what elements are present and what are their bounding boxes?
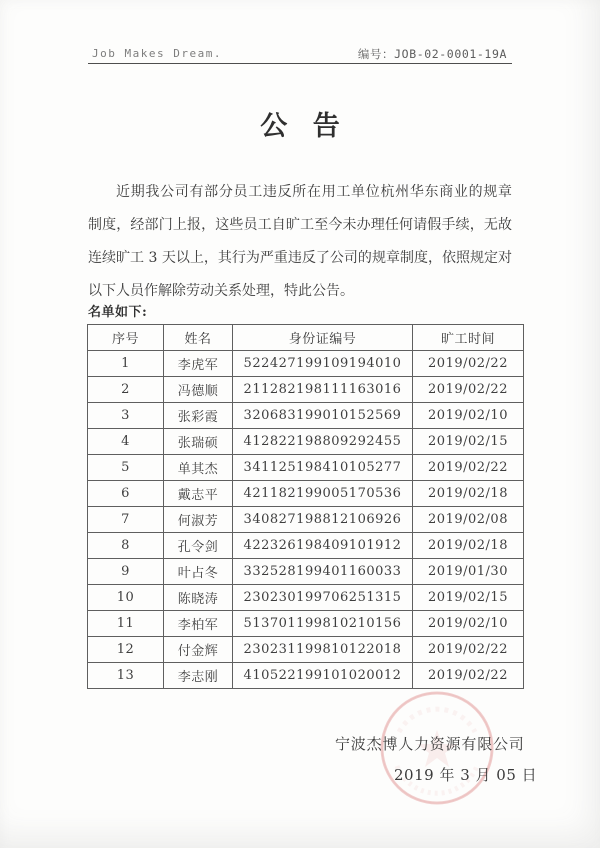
table-row xyxy=(88,351,524,377)
table-cell: 9 xyxy=(88,559,164,585)
body-line: 近期我公司有部分员工违反所在用工单位杭州华东商业的规章 xyxy=(116,184,512,200)
document-number: 编号：JOB-02-0001-19A xyxy=(357,47,507,61)
page-title: 公 告 xyxy=(260,111,348,142)
table-cell: 叶占冬 xyxy=(164,559,233,585)
table-cell: 320683199010152569 xyxy=(233,403,413,429)
dismissal-roster-table xyxy=(87,324,524,689)
signature-company: 宁波杰博人力资源有限公司 xyxy=(335,735,525,753)
column-header-id-number: 身份证编号 xyxy=(233,325,413,351)
table-cell: 7 xyxy=(88,507,164,533)
table-cell: 张瑞硕 xyxy=(164,429,233,455)
table-cell: 8 xyxy=(88,533,164,559)
table-cell: 2019/01/30 xyxy=(413,559,524,585)
table-cell: 1 xyxy=(88,351,164,377)
signature-date: 2019 年 3 月 05 日 xyxy=(394,766,538,784)
table-cell: 2019/02/22 xyxy=(413,637,524,663)
table-cell: 11 xyxy=(88,611,164,637)
table-row xyxy=(88,611,524,637)
table-cell: 何淑芳 xyxy=(164,507,233,533)
table-cell: 戴志平 xyxy=(164,481,233,507)
table-row xyxy=(88,455,524,481)
table-cell: 2019/02/18 xyxy=(413,481,524,507)
table-cell: 5 xyxy=(88,455,164,481)
table-row xyxy=(88,559,524,585)
table-cell: 410522199101020012 xyxy=(233,663,413,689)
table-cell: 211282198111163016 xyxy=(233,377,413,403)
table-cell: 李志刚 xyxy=(164,663,233,689)
table-cell: 230230199706251315 xyxy=(233,585,413,611)
table-cell: 13 xyxy=(88,663,164,689)
table-cell: 李虎军 xyxy=(164,351,233,377)
table-cell: 陈晓涛 xyxy=(164,585,233,611)
company-slogan: Job Makes Dream. xyxy=(92,47,222,60)
body-line: 制度，经部门上报，这些员工自旷工至今未办理任何请假手续，无故 xyxy=(88,217,512,233)
body-line: 以下人员作解除劳动关系处理，特此公告。 xyxy=(88,283,354,299)
list-label: 名单如下: xyxy=(88,305,148,320)
column-header-index: 序号 xyxy=(88,325,164,351)
table-cell: 340827198812106926 xyxy=(233,507,413,533)
table-cell: 张彩霞 xyxy=(164,403,233,429)
body-line: 连续旷工 3 天以上，其行为严重违反了公司的规章制度，依照规定对 xyxy=(88,250,512,266)
table-cell: 412822198809292455 xyxy=(233,429,413,455)
table-cell: 2019/02/18 xyxy=(413,533,524,559)
table-cell: 2019/02/15 xyxy=(413,585,524,611)
table-row xyxy=(88,429,524,455)
table-cell: 付金辉 xyxy=(164,637,233,663)
table-row xyxy=(88,533,524,559)
table-cell: 2019/02/08 xyxy=(413,507,524,533)
table-cell: 513701199810210156 xyxy=(233,611,413,637)
table-row xyxy=(88,377,524,403)
table-cell: 230231199810122018 xyxy=(233,637,413,663)
table-cell: 2019/02/22 xyxy=(413,455,524,481)
announcement-body xyxy=(88,176,512,308)
table-row xyxy=(88,481,524,507)
table-cell: 6 xyxy=(88,481,164,507)
column-header-absence-date: 旷工时间 xyxy=(413,325,524,351)
table-row xyxy=(88,403,524,429)
table-row xyxy=(88,507,524,533)
table-cell: 2019/02/22 xyxy=(413,377,524,403)
table-cell: 2019/02/10 xyxy=(413,403,524,429)
table-cell: 2019/02/22 xyxy=(413,663,524,689)
table-cell: 10 xyxy=(88,585,164,611)
table-cell: 2019/02/22 xyxy=(413,351,524,377)
table-cell: 332528199401160033 xyxy=(233,559,413,585)
table-cell: 2 xyxy=(88,377,164,403)
header-divider xyxy=(88,63,512,64)
column-header-name: 姓名 xyxy=(164,325,233,351)
table-cell: 冯德顺 xyxy=(164,377,233,403)
table-cell: 3 xyxy=(88,403,164,429)
table-row xyxy=(88,637,524,663)
table-body xyxy=(88,351,524,689)
table-cell: 341125198410105277 xyxy=(233,455,413,481)
table-cell: 2019/02/15 xyxy=(413,429,524,455)
table-cell: 522427199109194010 xyxy=(233,351,413,377)
table-cell: 422326198409101912 xyxy=(233,533,413,559)
table-cell: 4 xyxy=(88,429,164,455)
table-cell: 单其杰 xyxy=(164,455,233,481)
table-cell: 12 xyxy=(88,637,164,663)
table-cell: 李柏军 xyxy=(164,611,233,637)
table-cell: 2019/02/10 xyxy=(413,611,524,637)
table-row xyxy=(88,663,524,689)
table-cell: 孔令剑 xyxy=(164,533,233,559)
table-cell: 421182199005170536 xyxy=(233,481,413,507)
table-header-row xyxy=(88,325,524,351)
table-row xyxy=(88,585,524,611)
